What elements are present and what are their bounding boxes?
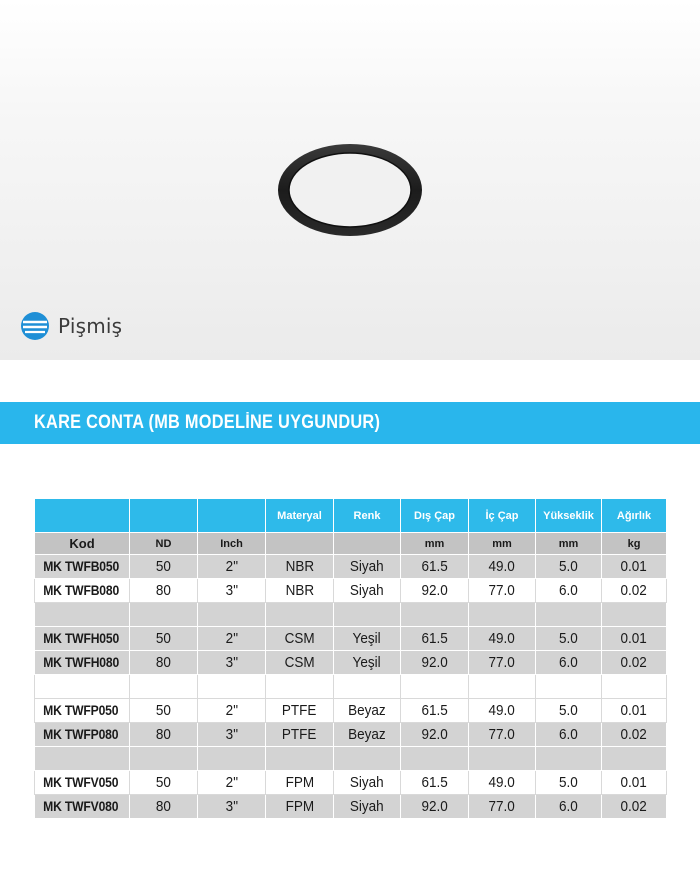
cell-text: 92.0 bbox=[421, 582, 448, 599]
page-title: KARE CONTA (MB MODELİNE UYGUNDUR) bbox=[34, 412, 381, 433]
table-cell bbox=[469, 795, 536, 819]
header-inch: Inch bbox=[198, 533, 266, 555]
cell-text: 80 bbox=[155, 726, 172, 743]
cell-text: 77.0 bbox=[488, 798, 516, 815]
table-cell bbox=[602, 795, 667, 819]
table-cell bbox=[198, 771, 266, 795]
cell-text: NBR bbox=[285, 582, 314, 599]
table-cell bbox=[130, 699, 198, 723]
table-cell bbox=[401, 723, 469, 747]
table-cell bbox=[198, 555, 266, 579]
product-code-text: MK TWFV080 bbox=[43, 799, 119, 814]
table-row bbox=[35, 627, 667, 651]
table-cell bbox=[469, 555, 536, 579]
table-cell bbox=[602, 699, 667, 723]
table-cell bbox=[130, 579, 198, 603]
spacer-cell bbox=[35, 747, 130, 771]
spec-table-container bbox=[34, 498, 666, 819]
table-cell bbox=[266, 627, 334, 651]
table-cell bbox=[602, 723, 667, 747]
table-cell bbox=[130, 771, 198, 795]
cell-text: 2" bbox=[225, 702, 238, 719]
table-cell bbox=[198, 579, 266, 603]
table-row bbox=[35, 579, 667, 603]
table-cell bbox=[536, 795, 602, 819]
table-cell bbox=[130, 795, 198, 819]
table-cell bbox=[198, 699, 266, 723]
spec-table bbox=[34, 498, 667, 819]
spacer-cell bbox=[35, 675, 130, 699]
table-row bbox=[35, 699, 667, 723]
header-row-top bbox=[35, 499, 667, 533]
unit-dis-cap: mm bbox=[401, 533, 469, 555]
spacer-cell bbox=[198, 675, 266, 699]
cell-text: 50 bbox=[155, 558, 172, 575]
cell-text: 50 bbox=[155, 702, 172, 719]
cell-text: 2" bbox=[225, 558, 238, 575]
product-code-text: MK TWFP080 bbox=[43, 727, 119, 742]
cell-text: 2" bbox=[225, 630, 238, 647]
table-cell bbox=[198, 651, 266, 675]
spacer-cell bbox=[602, 675, 667, 699]
cell-text: Siyah bbox=[350, 582, 384, 599]
cell-text: Beyaz bbox=[348, 726, 386, 743]
product-code-text: MK TWFH080 bbox=[43, 655, 120, 670]
table-cell bbox=[334, 771, 401, 795]
title-banner bbox=[0, 402, 700, 444]
table-cell bbox=[602, 627, 667, 651]
cell-text: 3" bbox=[225, 798, 238, 815]
spacer-cell bbox=[130, 747, 198, 771]
spacer-cell bbox=[469, 603, 536, 627]
table-cell bbox=[130, 555, 198, 579]
unit-yukseklik: mm bbox=[536, 533, 602, 555]
unit-ic-cap: mm bbox=[469, 533, 536, 555]
square-gasket-image bbox=[275, 140, 425, 240]
header-row-sub bbox=[35, 533, 667, 555]
spacer-cell bbox=[401, 603, 469, 627]
table-cell bbox=[536, 699, 602, 723]
cell-text: Yeşil bbox=[352, 630, 382, 647]
spacer-row bbox=[35, 603, 667, 627]
table-cell bbox=[469, 771, 536, 795]
spacer-cell bbox=[266, 603, 334, 627]
table-cell bbox=[469, 627, 536, 651]
cell-text: 6.0 bbox=[559, 654, 578, 671]
table-cell bbox=[198, 795, 266, 819]
spacer-cell bbox=[266, 747, 334, 771]
table-cell bbox=[469, 699, 536, 723]
cell-text: 92.0 bbox=[421, 798, 448, 815]
cell-text: 80 bbox=[155, 582, 172, 599]
cell-text: 77.0 bbox=[488, 582, 516, 599]
table-cell bbox=[536, 555, 602, 579]
product-code bbox=[35, 579, 130, 603]
cell-text: CSM bbox=[284, 654, 315, 671]
table-cell bbox=[334, 795, 401, 819]
cell-text: 0.01 bbox=[620, 558, 648, 575]
cell-text: 6.0 bbox=[559, 726, 578, 743]
table-cell bbox=[266, 699, 334, 723]
cell-text: 0.01 bbox=[620, 774, 648, 791]
cell-text: 3" bbox=[225, 654, 238, 671]
cell-text: 6.0 bbox=[559, 798, 578, 815]
spacer-cell bbox=[334, 603, 401, 627]
header-renk: Renk bbox=[334, 499, 401, 533]
table-cell bbox=[602, 555, 667, 579]
cell-text: 0.01 bbox=[620, 702, 648, 719]
cell-text: 61.5 bbox=[421, 630, 448, 647]
spacer-cell bbox=[602, 747, 667, 771]
product-code-text: MK TWFB050 bbox=[43, 559, 120, 574]
unit-agirlik: kg bbox=[602, 533, 667, 555]
table-cell bbox=[401, 579, 469, 603]
table-cell bbox=[401, 555, 469, 579]
cell-text: 92.0 bbox=[421, 726, 448, 743]
cell-text: 92.0 bbox=[421, 654, 448, 671]
product-code bbox=[35, 555, 130, 579]
cell-text: 0.01 bbox=[620, 630, 648, 647]
cell-text: 0.02 bbox=[620, 798, 648, 815]
table-cell bbox=[334, 723, 401, 747]
header-nd: ND bbox=[130, 533, 198, 555]
brand-name: Pişmiş bbox=[58, 314, 123, 338]
table-cell bbox=[266, 723, 334, 747]
header-cell bbox=[198, 499, 266, 533]
table-row bbox=[35, 723, 667, 747]
header-yukseklik: Yükseklik bbox=[536, 499, 602, 533]
cell-text: 50 bbox=[155, 630, 172, 647]
cell-text: 49.0 bbox=[488, 630, 516, 647]
cell-text: NBR bbox=[285, 558, 314, 575]
spacer-cell bbox=[536, 603, 602, 627]
table-cell bbox=[266, 771, 334, 795]
product-code bbox=[35, 627, 130, 651]
product-code-text: MK TWFV050 bbox=[43, 775, 119, 790]
product-code bbox=[35, 771, 130, 795]
table-cell bbox=[334, 627, 401, 651]
cell-text: 49.0 bbox=[488, 558, 516, 575]
table-cell bbox=[469, 579, 536, 603]
spacer-cell bbox=[198, 747, 266, 771]
cell-text: 2" bbox=[225, 774, 238, 791]
cell-text: 5.0 bbox=[559, 774, 578, 791]
table-cell bbox=[198, 723, 266, 747]
spacer-cell bbox=[536, 675, 602, 699]
cell-text: 61.5 bbox=[421, 774, 448, 791]
spacer-cell bbox=[334, 747, 401, 771]
header-cell bbox=[130, 499, 198, 533]
cell-text: Yeşil bbox=[352, 654, 382, 671]
table-cell bbox=[266, 579, 334, 603]
cell-text: PTFE bbox=[282, 702, 317, 719]
product-code bbox=[35, 795, 130, 819]
product-code-text: MK TWFB080 bbox=[43, 583, 120, 598]
spec-table-body bbox=[35, 555, 667, 819]
product-hero bbox=[0, 0, 700, 360]
table-cell bbox=[401, 651, 469, 675]
cell-text: CSM bbox=[284, 630, 315, 647]
table-cell bbox=[536, 627, 602, 651]
spacer-cell bbox=[401, 675, 469, 699]
cell-text: 61.5 bbox=[421, 702, 448, 719]
spacer-cell bbox=[401, 747, 469, 771]
header-agirlik: Ağırlık bbox=[602, 499, 667, 533]
table-cell bbox=[130, 651, 198, 675]
table-cell bbox=[334, 579, 401, 603]
header-cell bbox=[334, 533, 401, 555]
cell-text: Siyah bbox=[350, 558, 384, 575]
spacer-cell bbox=[198, 603, 266, 627]
spacer-cell bbox=[130, 675, 198, 699]
spacer-row bbox=[35, 747, 667, 771]
table-row bbox=[35, 555, 667, 579]
cell-text: FPM bbox=[285, 774, 314, 791]
table-cell bbox=[469, 723, 536, 747]
table-cell bbox=[536, 771, 602, 795]
table-cell bbox=[536, 723, 602, 747]
cell-text: 50 bbox=[155, 774, 172, 791]
table-cell bbox=[334, 651, 401, 675]
header-materyal: Materyal bbox=[266, 499, 334, 533]
spacer-row bbox=[35, 675, 667, 699]
product-code bbox=[35, 723, 130, 747]
table-cell bbox=[602, 771, 667, 795]
cell-text: 5.0 bbox=[559, 702, 578, 719]
spacer-cell bbox=[35, 603, 130, 627]
table-cell bbox=[401, 699, 469, 723]
table-row bbox=[35, 771, 667, 795]
header-cell bbox=[35, 499, 130, 533]
table-cell bbox=[130, 627, 198, 651]
table-cell bbox=[401, 795, 469, 819]
product-code bbox=[35, 651, 130, 675]
spacer-cell bbox=[536, 747, 602, 771]
cell-text: Siyah bbox=[350, 798, 384, 815]
header-kod: Kod bbox=[35, 533, 130, 555]
spacer-cell bbox=[602, 603, 667, 627]
table-row bbox=[35, 651, 667, 675]
brand-logo bbox=[20, 310, 122, 342]
table-cell bbox=[266, 651, 334, 675]
cell-text: 5.0 bbox=[559, 558, 578, 575]
cell-text: 77.0 bbox=[488, 654, 516, 671]
cell-text: 49.0 bbox=[488, 702, 516, 719]
table-cell bbox=[130, 723, 198, 747]
cell-text: Siyah bbox=[350, 774, 384, 791]
product-code-text: MK TWFP050 bbox=[43, 703, 119, 718]
table-cell bbox=[602, 651, 667, 675]
spacer-cell bbox=[130, 603, 198, 627]
pismis-logo-icon bbox=[20, 311, 50, 341]
header-dis-cap: Dış Çap bbox=[401, 499, 469, 533]
cell-text: 49.0 bbox=[488, 774, 516, 791]
cell-text: 80 bbox=[155, 798, 172, 815]
table-cell bbox=[198, 627, 266, 651]
product-code bbox=[35, 699, 130, 723]
table-cell bbox=[334, 699, 401, 723]
table-cell bbox=[536, 579, 602, 603]
table-cell bbox=[334, 555, 401, 579]
table-cell bbox=[602, 579, 667, 603]
table-cell bbox=[266, 795, 334, 819]
cell-text: 5.0 bbox=[559, 630, 578, 647]
cell-text: 0.02 bbox=[620, 726, 648, 743]
cell-text: PTFE bbox=[282, 726, 317, 743]
spacer-cell bbox=[334, 675, 401, 699]
cell-text: 0.02 bbox=[620, 582, 648, 599]
table-cell bbox=[536, 651, 602, 675]
cell-text: 61.5 bbox=[421, 558, 448, 575]
table-cell bbox=[469, 651, 536, 675]
cell-text: 80 bbox=[155, 654, 172, 671]
spacer-cell bbox=[469, 675, 536, 699]
table-cell bbox=[266, 555, 334, 579]
cell-text: Beyaz bbox=[348, 702, 386, 719]
cell-text: 3" bbox=[225, 726, 238, 743]
cell-text: 3" bbox=[225, 582, 238, 599]
spacer-cell bbox=[469, 747, 536, 771]
cell-text: 77.0 bbox=[488, 726, 516, 743]
spacer-cell bbox=[266, 675, 334, 699]
table-cell bbox=[401, 771, 469, 795]
table-row bbox=[35, 795, 667, 819]
cell-text: 6.0 bbox=[559, 582, 578, 599]
header-cell bbox=[266, 533, 334, 555]
product-code-text: MK TWFH050 bbox=[43, 631, 120, 646]
cell-text: 0.02 bbox=[620, 654, 648, 671]
header-ic-cap: İç Çap bbox=[469, 499, 536, 533]
table-cell bbox=[401, 627, 469, 651]
cell-text: FPM bbox=[285, 798, 314, 815]
